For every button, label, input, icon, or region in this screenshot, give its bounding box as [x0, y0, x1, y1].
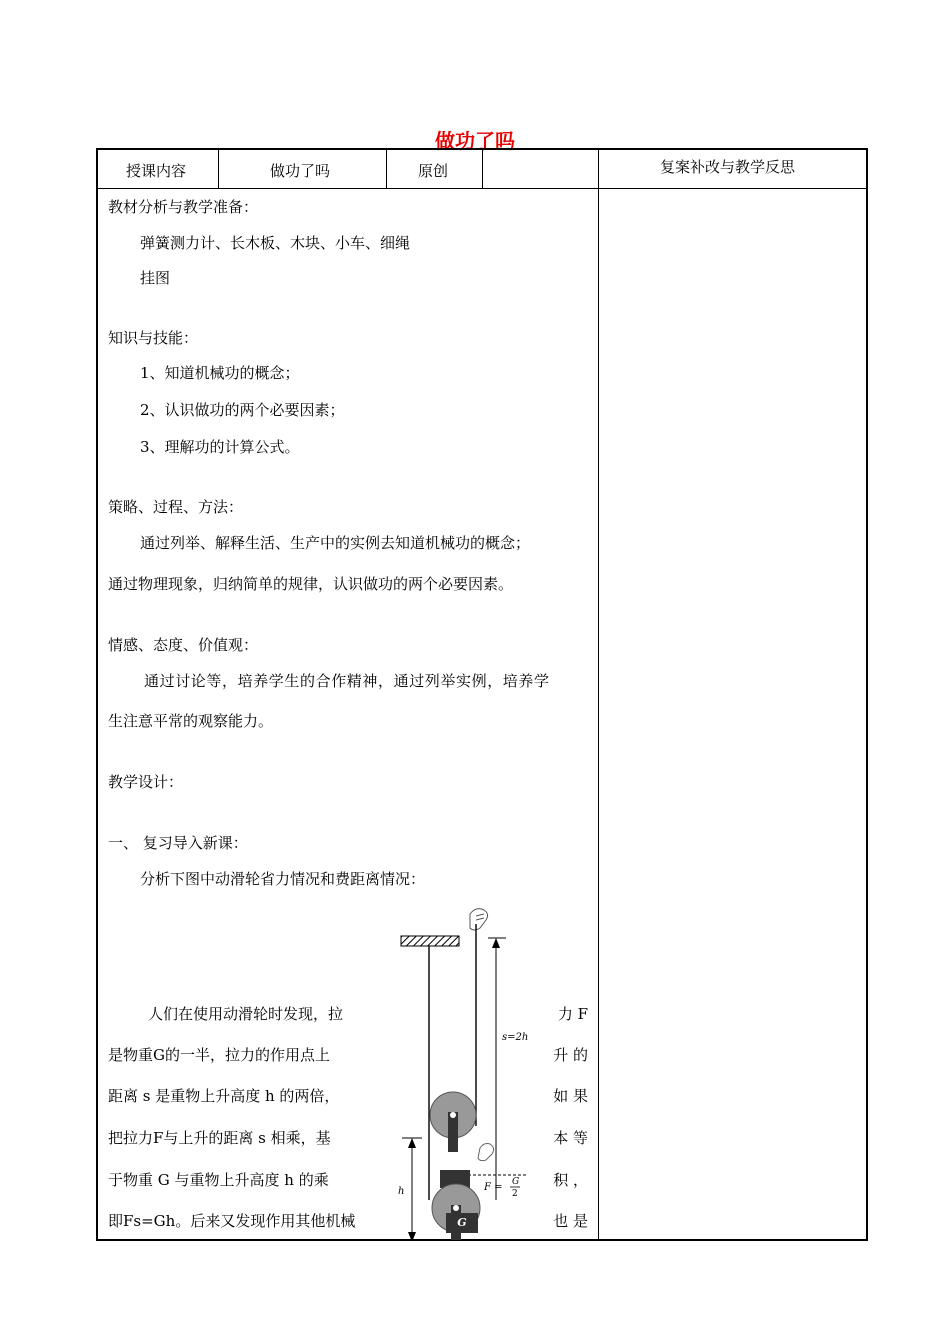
body-text: 分析下图中动滑轮省力情况和费距离情况：	[140, 870, 426, 888]
body-text: 生注意平常的观察能力。	[108, 712, 274, 730]
section-heading: 情感、态度、价值观：	[108, 636, 259, 654]
col-divider-2	[386, 150, 387, 188]
body-text: 也 是	[553, 1212, 588, 1230]
lesson-table	[96, 148, 868, 1241]
page-title: 做功了吗	[435, 129, 515, 153]
section-heading: 教材分析与教学准备：	[108, 198, 259, 216]
body-text: 于物重 G 与重物上升高度 h 的乘	[108, 1171, 329, 1189]
body-text: 通过物理现象，归纳简单的规律，认识做功的两个必要因素。	[108, 575, 514, 593]
col-divider-1	[218, 150, 219, 188]
header-cell-subject-value: 做功了吗	[270, 162, 331, 180]
ceiling-mount	[401, 936, 459, 946]
section-heading: 策略、过程、方法：	[108, 498, 244, 516]
force-label: F =	[484, 1182, 503, 1193]
body-text: 积 ，	[553, 1171, 588, 1189]
body-text: 是物重G的一半，拉力的作用点上	[108, 1046, 330, 1064]
body-text: 即Fs=Gh。后来又发现作用其他机械	[108, 1212, 356, 1230]
body-text: 通过列举、解释生活、生产中的实例去知道机械功的概念；	[140, 534, 531, 552]
body-text: 1、知道机械功的概念；	[140, 364, 300, 382]
header-cell-reflection: 复案补改与教学反思	[660, 158, 796, 176]
weight-g: G	[446, 1213, 478, 1233]
force-denominator: 2	[512, 1189, 518, 1199]
body-text: 把拉力F与上升的距离 s 相乘，基	[108, 1129, 331, 1147]
col-divider-main	[598, 150, 599, 1241]
body-text: 通过讨论等，培养学生的合作精神，通过列举实例，培养学	[144, 672, 550, 690]
body-text: 本 等	[553, 1129, 588, 1147]
body-text: 弹簧测力计、长木板、木块、小车、细绳	[140, 234, 411, 252]
pulley-diagram	[388, 900, 538, 1240]
col-divider-3	[482, 150, 483, 188]
body-text: 如 果	[553, 1087, 588, 1105]
body-text: 3、理解功的计算公式。	[140, 438, 300, 456]
header-cell-origin: 原创	[418, 162, 449, 180]
body-text: 升 的	[553, 1046, 588, 1064]
body-text: 力 F	[557, 1005, 588, 1023]
section-heading: 知识与技能：	[108, 329, 199, 347]
body-text: 人们在使用动滑轮时发现，拉	[148, 1005, 344, 1023]
body-text: 挂图	[140, 269, 171, 287]
s-label: s=2h	[502, 1032, 529, 1043]
force-numerator: G	[512, 1177, 520, 1187]
header-cell-subject-label: 授课内容	[126, 162, 187, 180]
section-heading: 教学设计：	[108, 773, 184, 791]
header-divider-right	[598, 188, 868, 189]
body-text: 距离 s 是重物上升高度 h 的两倍，	[108, 1087, 340, 1105]
section-heading: 一、 复习导入新课：	[108, 834, 248, 852]
body-text: 2、认识做功的两个必要因素；	[140, 401, 345, 419]
hand-icon	[470, 909, 488, 930]
hand-icon	[478, 1144, 494, 1161]
header-divider	[98, 188, 598, 189]
h-label: h	[398, 1186, 405, 1197]
